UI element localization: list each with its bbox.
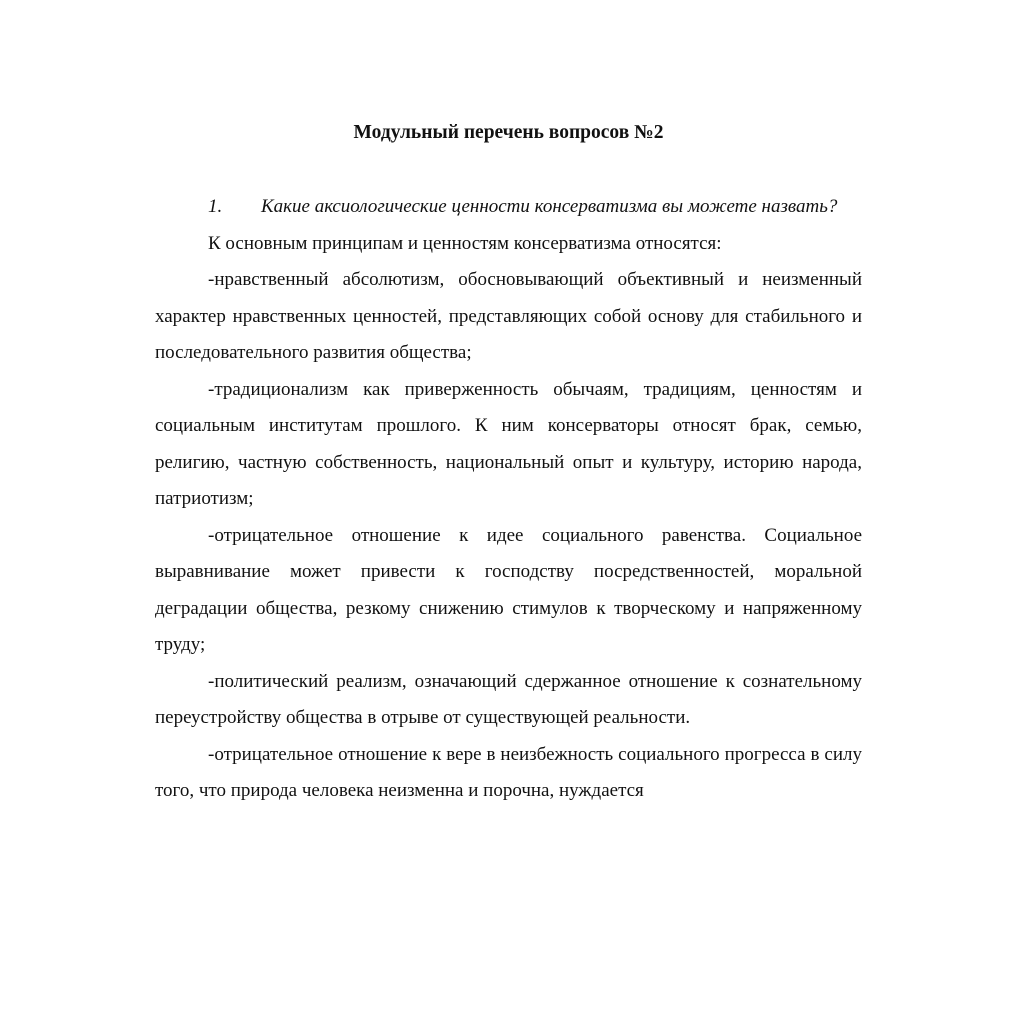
paragraph-political-realism: -политический реализм, означающий сдержанное отношение к сознательному переустройству общества в отрыве от существующей реальности. [155,670,862,728]
paragraph-intro: К основным принципам и ценностям консерватизма относятся: [208,232,722,254]
question-1 [155,189,862,226]
question-text: Какие аксиологические ценности консерватизма вы можете назвать? [261,196,838,217]
paragraph-social-progress: -отрицательное отношение к вере в неизбежность социального прогресса в силу того, что природа человека неизменна и порочна, нуждается [155,743,862,801]
document-page [155,116,862,810]
question-number: 1. [208,196,223,217]
paragraph-social-equality: -отрицательное отношение к идее социального равенства. Социальное выравнивание может привести к господству посредственностей, моральной деградации общества, резкому снижению стимулов к творческому и напряженному труду; [155,524,862,655]
paragraph-traditionalism: -традиционализм как приверженность обычаям, традициям, ценностям и социальным институтам прошлого. К ним консерваторы относят брак, семью, религию, частную собственность, национальный опыт и культуру, историю народа, патриотизм; [155,378,862,509]
document-title: Модульный перечень вопросов №2 [353,122,664,143]
paragraph-moral-absolutism: -нравственный абсолютизм, обосновывающий объективный и неизменный характер нравственных ценностей, представляющих собой основу для стабильного и последовательного развития общества; [155,269,862,363]
